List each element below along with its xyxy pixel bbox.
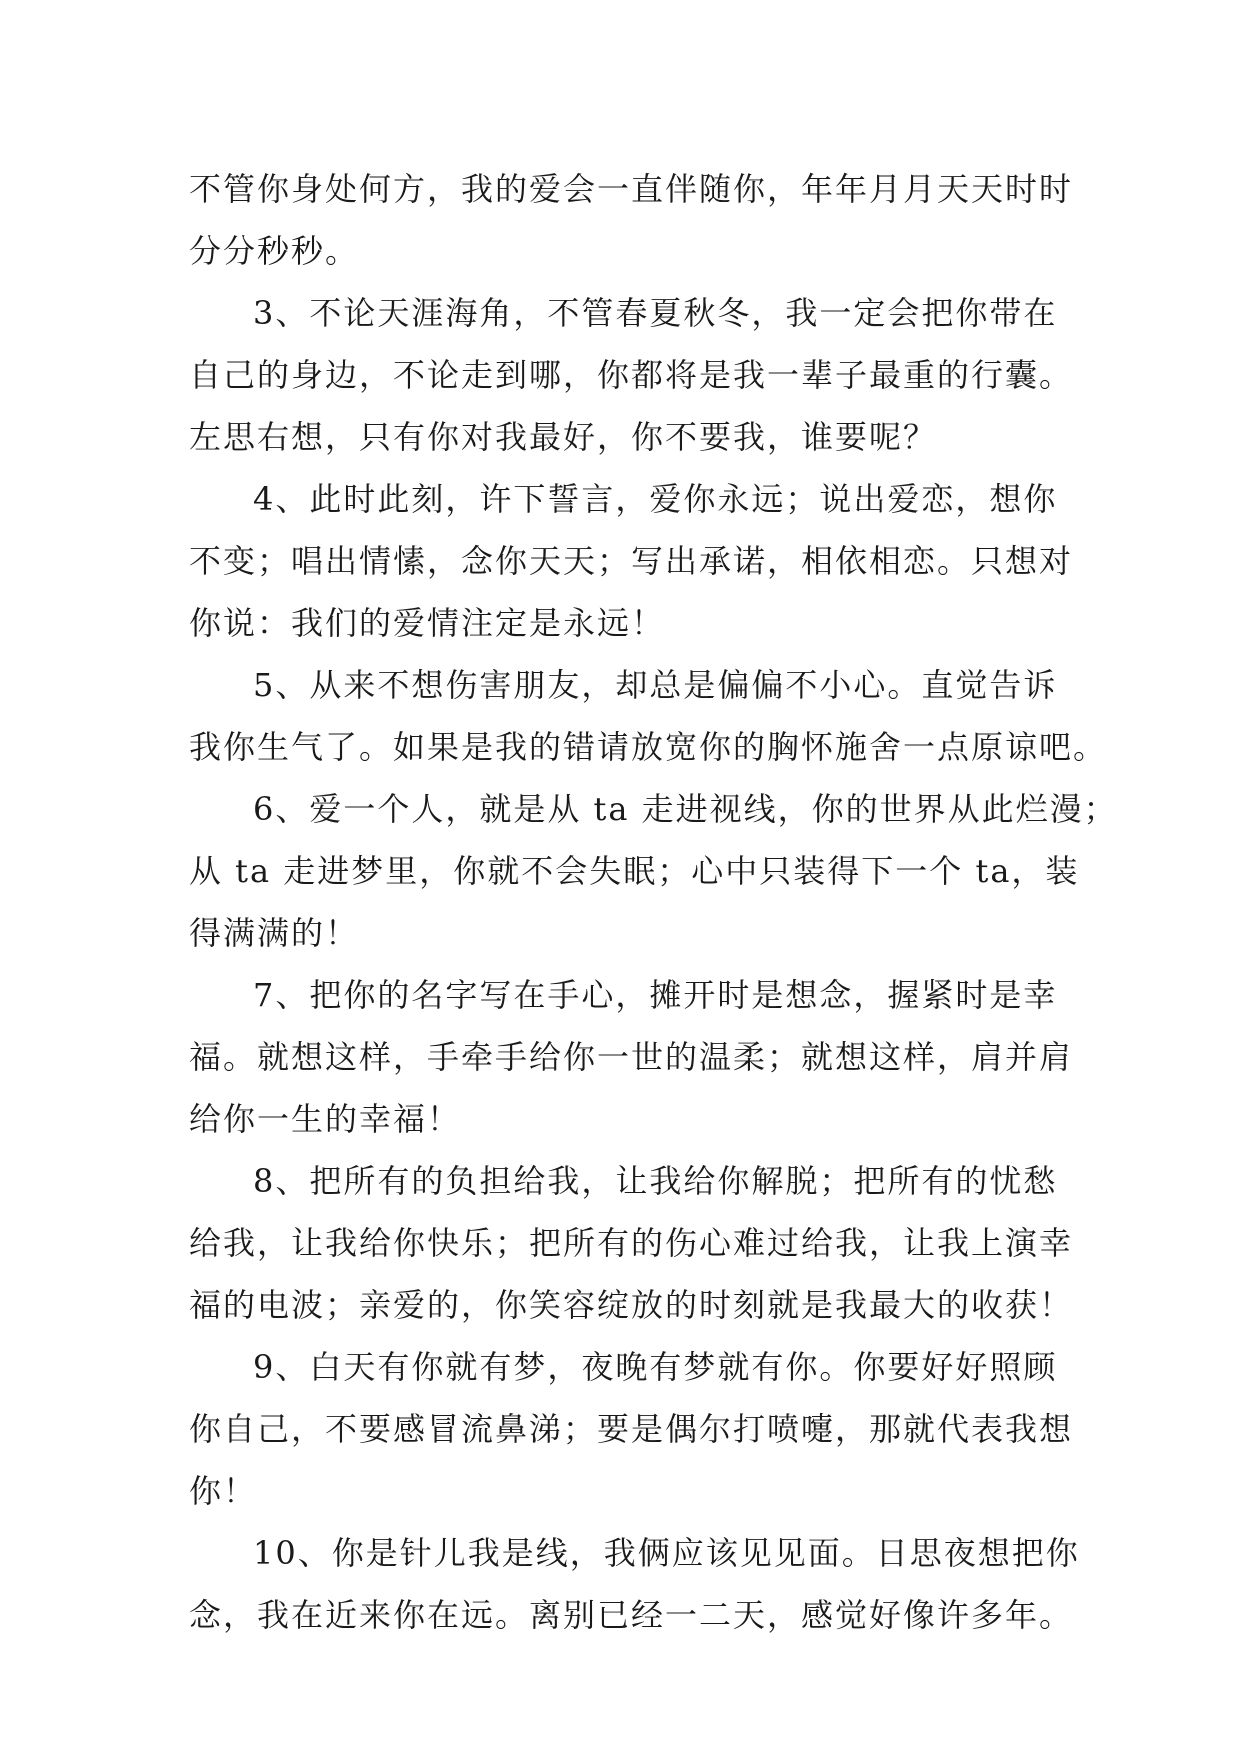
text-line: 念，我在近来你在远。离别已经一二天，感觉好像许多年。 [189, 1596, 1074, 1634]
paragraph-9-start: 9、白天有你就有梦，夜晚有梦就有你。你要好好照顾 [253, 1348, 1058, 1386]
paragraph-10-start: 10、你是针儿我是线，我俩应该见见面。日思夜想把你 [253, 1534, 1080, 1572]
paragraph-3-start: 3、不论天涯海角，不管春夏秋冬，我一定会把你带在 [253, 294, 1058, 332]
paragraph-6-start: 6、爱一个人，就是从 ta 走进视线，你的世界从此烂漫； [253, 790, 1118, 828]
text-line: 得满满的！ [189, 914, 360, 952]
text-line: 你说：我们的爱情注定是永远！ [189, 604, 666, 642]
text-line: 我你生气了。如果是我的错请放宽你的胸怀施舍一点原谅吧。 [189, 728, 1108, 766]
text-line: 你！ [189, 1472, 258, 1510]
text-line: 不管你身处何方，我的爱会一直伴随你，年年月月天天时时 [189, 170, 1074, 208]
paragraph-5-start: 5、从来不想伤害朋友，却总是偏偏不小心。直觉告诉 [253, 666, 1058, 704]
text-line: 给我，让我给你快乐；把所有的伤心难过给我，让我上演幸 [189, 1224, 1074, 1262]
text-line: 你自己，不要感冒流鼻涕；要是偶尔打喷嚏，那就代表我想 [189, 1410, 1074, 1448]
body-text [189, 158, 1118, 1646]
text-line: 福。就想这样，手牵手给你一世的温柔；就想这样，肩并肩 [189, 1038, 1074, 1076]
paragraph-7-start: 7、把你的名字写在手心，摊开时是想念，握紧时是幸 [253, 976, 1058, 1014]
text-line: 从 ta 走进梦里，你就不会失眠；心中只装得下一个 ta，装 [189, 852, 1080, 890]
text-line: 自己的身边，不论走到哪，你都将是我一辈子最重的行囊。 [189, 356, 1074, 394]
text-line: 不变；唱出情愫，念你天天；写出承诺，相依相恋。只想对 [189, 542, 1074, 580]
text-line: 分分秒秒。 [189, 232, 360, 270]
text-line: 左思右想，只有你对我最好，你不要我，谁要呢？ [189, 418, 938, 456]
paragraph-8-start: 8、把所有的负担给我，让我给你解脱；把所有的忧愁 [253, 1162, 1058, 1200]
text-line: 福的电波；亲爱的，你笑容绽放的时刻就是我最大的收获！ [189, 1286, 1074, 1324]
paragraph-4-start: 4、此时此刻，许下誓言，爱你永远；说出爱恋，想你 [253, 480, 1058, 518]
text-line: 给你一生的幸福！ [189, 1100, 462, 1138]
